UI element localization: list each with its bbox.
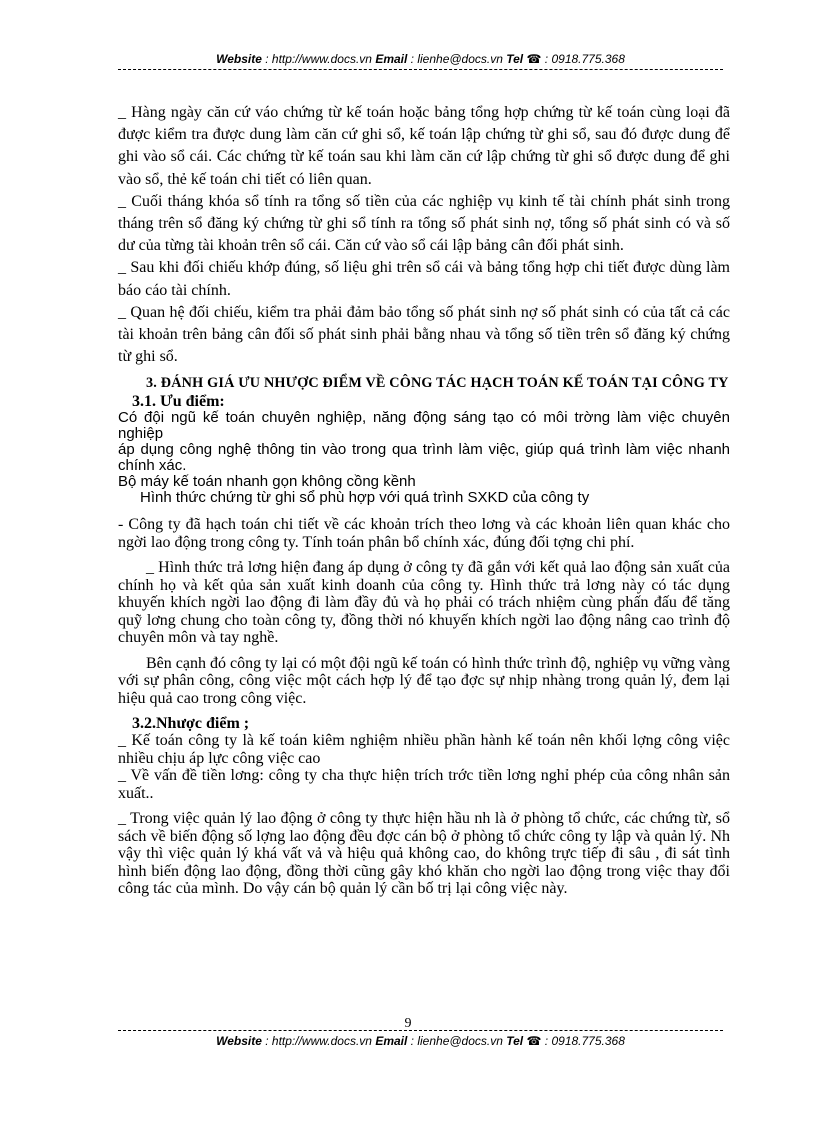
- paragraph-8: Hình thức chứng từ ghi sổ phù hợp với quá trình SXKD của công ty: [140, 489, 590, 507]
- email-label: Email: [375, 52, 408, 66]
- page-number: 9: [404, 1016, 412, 1031]
- paragraph-14: _ Trong việc quản lý lao động ở công ty thực hiện hầu nh là ở phòng tổ chức, các chứng từ, sổ sách về biến động số lợng lao động đều đợc cán bộ ở phòng tổ chức công ty lập và quản lý. Nh vậy thì việc quản lý khá vất vả và hiệu quả không cao, do không trực tiếp đi sâu , đi sát tình hình biến động lao động, đồng thời cũng gây khó khăn cho ngời lao động trong việc thay đổi công tác của mình. Do vậy cán bộ quản lý cần bố trị lại công việc này.: [118, 810, 730, 898]
- paragraph-5: Có đội ngũ kế toán chuyên nghiệp, năng động sáng tạo có môi trờng làm việc chuyên nghiệp: [118, 409, 730, 443]
- section-heading-3-1: 3.1. Ưu điểm:: [132, 393, 225, 411]
- footer-email-label: Email: [375, 1034, 408, 1048]
- footer-rule: [118, 1030, 723, 1031]
- document-body: [118, 102, 730, 898]
- paragraph-11: Bên cạnh đó công ty lại có một đội ngũ kế toán có hình thức trình độ, nghiệp vụ vững vàng với sự phân công, công việc một cách hợp lý để tạo đợc sự nhịp nhàng trong quản lý, đem lại hiệu quả cao trong công việc.: [118, 654, 730, 707]
- tel-label: Tel: [506, 52, 524, 66]
- phone-icon: ☎: [526, 52, 542, 66]
- paragraph-12: _ Kế toán công ty là kế toán kiêm nghiệm nhiều phần hành kế toán nên khối lợng công việc nhiều chịu áp lực công việc cao: [118, 732, 730, 767]
- paragraph-13: _ Về vấn đề tiền lơng: công ty cha thực hiện trích trớc tiền lơng nghỉ phép của công nhân sản xuất..: [118, 767, 730, 802]
- page-header: [118, 52, 723, 66]
- page-footer: [118, 1034, 723, 1048]
- paragraph-9: - Công ty đã hạch toán chi tiết về các khoản trích theo lơng và các khoản liên quan khác cho ngời lao động trong công ty. Tính toán phân bổ chính xác, đúng đối tợng chi phí.: [118, 516, 730, 551]
- footer-phone-icon: ☎: [526, 1034, 542, 1048]
- tel-value: : 0918.775.368: [544, 52, 625, 66]
- email-link[interactable]: : lienhe@docs.vn: [410, 52, 503, 66]
- section-heading-3: 3. ĐÁNH GIÁ ƯU NHƯỢC ĐIỂM VỀ CÔNG TÁC HẠCH TOÁN KẾ TOÁN TẠI CÔNG TY: [146, 375, 729, 392]
- footer-tel-label: Tel: [506, 1034, 524, 1048]
- paragraph-6: áp dụng công nghệ thông tin vào trong qua trình làm việc, giúp quá trình làm việc nhanh chính xác.: [118, 441, 730, 475]
- paragraph-1: _ Hàng ngày căn cứ váo chứng từ kế toán hoặc bảng tổng hợp chứng từ kế toán cùng loại đã được kiểm tra được dung làm căn cứ ghi sổ, kế toán lập chứng từ ghi sổ, sau đó được dung để ghi vào sổ cái. Các chứng từ kế toán sau khi làm căn cứ lập chứng từ ghi sổ được dung để ghi vào sổ, thẻ kế toán chi tiết có liên quan.: [118, 104, 730, 188]
- section-heading-3-2: 3.2.Nhược điểm ;: [132, 715, 250, 733]
- paragraph-3: _ Sau khi đối chiếu khớp đúng, số liệu ghi trên sổ cái và bảng tổng hợp chi tiết được dùng làm báo cáo tài chính.: [118, 259, 730, 299]
- paragraph-2: _ Cuối tháng khóa sổ tính ra tổng số tiền của các nghiệp vụ kinh tế tài chính phát sinh trong tháng trên sổ đăng ký chứng từ ghi sổ tính ra tổng số phát sinh nợ, tổng số phát sinh có và số dư của từng tài khoản trên sổ cái. Căn cứ vào sổ cái lập bảng cân đối phát sinh.: [118, 192, 730, 255]
- footer-website-label: Website: [216, 1034, 262, 1048]
- paragraph-7: Bộ máy kế toán nhanh gọn không cồng kềnh: [118, 473, 416, 491]
- footer-tel-value: : 0918.775.368: [544, 1034, 625, 1048]
- website-link[interactable]: : http://www.docs.vn: [265, 52, 372, 66]
- header-rule: [118, 69, 723, 70]
- website-label: Website: [216, 52, 262, 66]
- footer-email-link[interactable]: : lienhe@docs.vn: [410, 1034, 503, 1048]
- footer-website-link[interactable]: : http://www.docs.vn: [265, 1034, 372, 1048]
- paragraph-10: _ Hình thức trả lơng hiện đang áp dụng ở công ty đã gắn với kết quả lao động sản xuất của chính họ và kết qủa sản xuất kinh doanh của công ty. Hình thức trả lơng này có tác dụng khuyến khích ngời lao động đi làm đầy đủ và họ phải có trách nhiệm cùng phấn đấu để tăng quỹ lơng chung cho toàn công ty, đồng thời nó khuyến khích ngời lao động nâng cao trình độ chuyên môn và tay nghề.: [118, 559, 730, 647]
- paragraph-4: _ Quan hệ đối chiếu, kiểm tra phải đảm bảo tổng số phát sinh nợ số phát sinh có của tất cả các tài khoản trên bảng cân đối số phát sinh phải bằng nhau và tổng số tiền trên sổ đăng ký chứng từ ghi sổ.: [118, 303, 730, 366]
